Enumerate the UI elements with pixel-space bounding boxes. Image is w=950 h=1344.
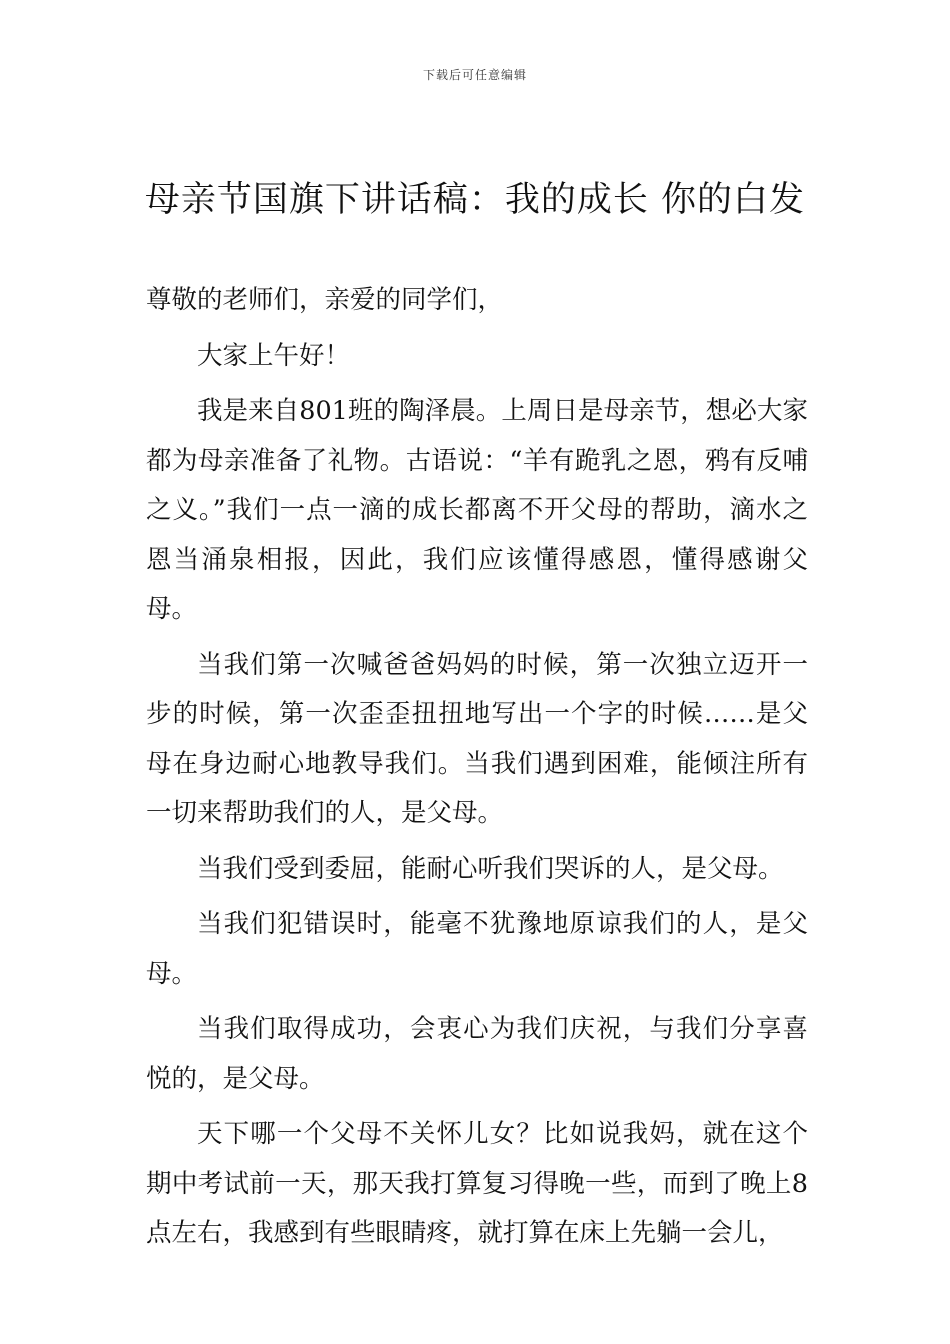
- paragraph-salutation: 尊敬的老师们，亲爱的同学们，: [146, 285, 504, 315]
- paragraph: 我是来自801班的陶泽晨。上周日是母亲节，想必大家都为母亲准备了礼物。古语说：“羊有跪乳之恩，鸦有反哺之义。”我们一点一滴的成长都离不开父母的帮助，滴水之恩当涌泉相报，因此，我们应该懂得感恩，懂得感谢父母。: [146, 396, 808, 624]
- paragraph: 当我们取得成功，会衷心为我们庆祝，与我们分享喜悦的，是父母。: [146, 1014, 808, 1094]
- header-note: 下载后可任意编辑: [422, 68, 527, 82]
- document-title: 母亲节国旗下讲话稿：我的成长 你的白发: [144, 180, 806, 220]
- paragraph: 当我们犯错误时，能毫不犹豫地原谅我们的人，是父母。: [146, 909, 808, 989]
- paragraph: 当我们受到委屈，能耐心听我们哭诉的人，是父母。: [197, 853, 784, 884]
- paragraph-greeting: 大家上午好！: [197, 340, 351, 371]
- paragraph: 当我们第一次喊爸爸妈妈的时候，第一次独立迈开一步的时候，第一次歪歪扭扭地写出一个字的时候……是父母在身边耐心地教导我们。当我们遇到困难，能倾注所有一切来帮助我们的人，是父母。: [146, 649, 808, 828]
- document-body: [146, 276, 808, 1265]
- paragraph: 天下哪一个父母不关怀儿女？比如说我妈，就在这个期中考试前一天，那天我打算复习得晚一些，而到了晚上8点左右，我感到有些眼睛疼，就打算在床上先躺一会儿，: [146, 1119, 808, 1248]
